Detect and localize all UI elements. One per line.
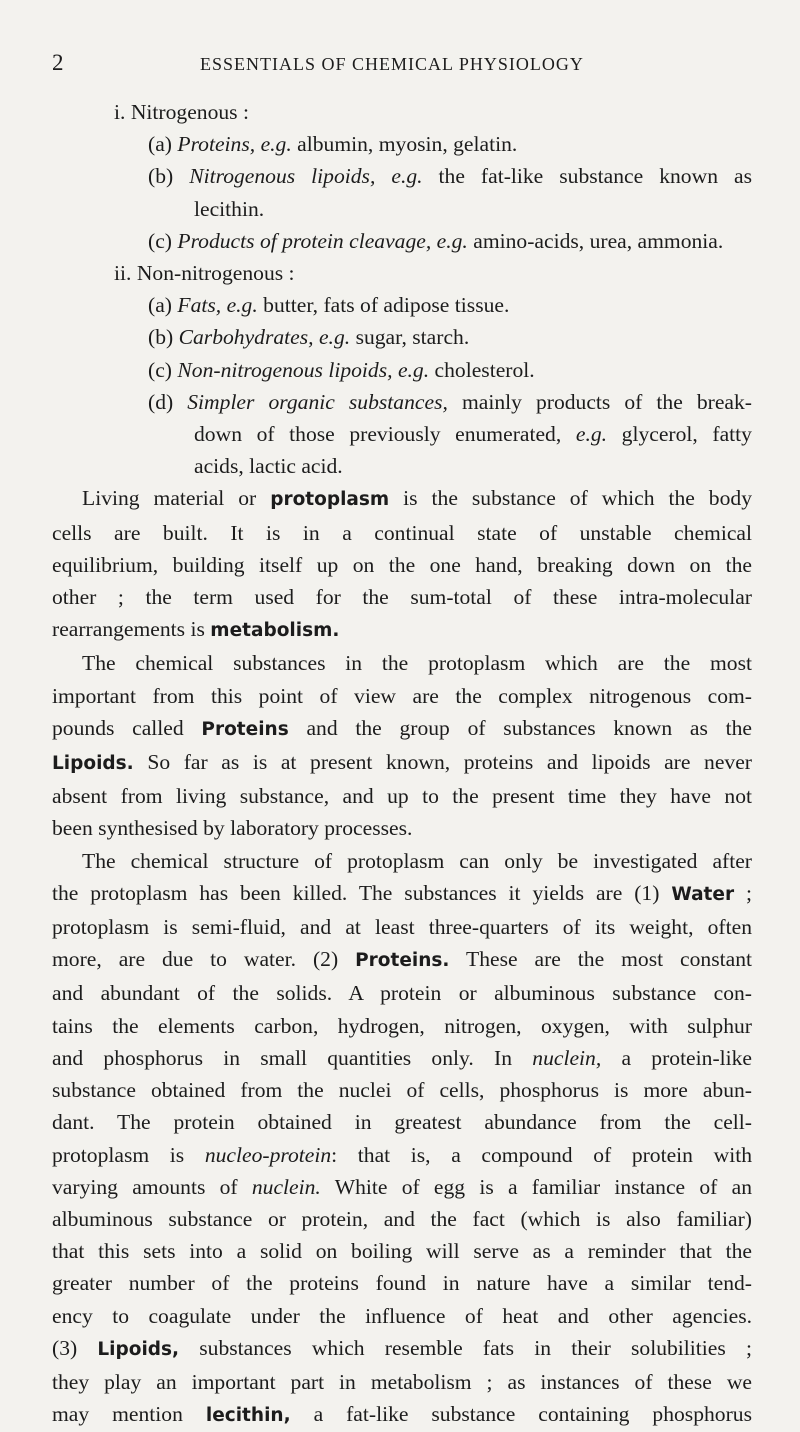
- paragraph-line: substance obtained from the nuclei of cells, phosphorus is more abun-: [52, 1078, 752, 1103]
- paragraph-line: (3) Lipoids, substances which resemble fats in their solubilities ;: [52, 1335, 752, 1360]
- list-heading-non-nitrogenous: ii. Non-nitrogenous :: [114, 261, 295, 286]
- paragraph-line: protoplasm is nucleo-protein: that is, a compound of protein with: [52, 1142, 752, 1167]
- paragraph-line: The chemical structure of protoplasm can only be investigated after: [82, 848, 752, 873]
- paragraph-line: varying amounts of nuclein. White of egg is a familiar instance of an: [52, 1174, 752, 1199]
- paragraph-line: dant. The protein obtained in greatest abundance from the cell-: [52, 1110, 752, 1135]
- paragraph-line: more, are due to water. (2) Proteins. These are the most constant: [52, 947, 753, 972]
- paragraph-line: ency to coagulate under the influence of heat and other agencies.: [52, 1303, 752, 1328]
- paragraph-line: equilibrium, building itself up on the one hand, breaking down on the: [52, 552, 752, 577]
- paragraph-line: and abundant of the solids. A protein or albuminous substance con-: [52, 981, 752, 1006]
- paragraph-line: pounds called Proteins and the group of substances known as the: [52, 715, 752, 740]
- page-number: 2: [52, 50, 64, 75]
- list-item: (c) Products of protein cleavage, e.g. amino-acids, urea, ammonia.: [148, 228, 724, 253]
- key-term: protoplasm: [270, 489, 390, 511]
- key-term: Proteins: [201, 718, 289, 740]
- paragraph-line: The chemical substances in the protoplasm which are the most: [82, 651, 752, 676]
- paragraph-line: that this sets into a solid on boiling will serve as a reminder that the: [52, 1239, 752, 1264]
- list-item-continuation: acids, lactic acid.: [194, 454, 343, 479]
- paragraph-line: tains the elements carbon, hydrogen, nitrogen, oxygen, with sulphur: [52, 1013, 752, 1038]
- paragraph-line: important from this point of view are the complex nitrogenous com-: [52, 683, 752, 708]
- paragraph-line: Lipoids. So far as is at present known, proteins and lipoids are never: [52, 750, 752, 775]
- list-item-continuation: down of those previously enumerated, e.g. glycerol, fatty: [194, 422, 752, 447]
- list-item-continuation: lecithin.: [194, 196, 265, 221]
- key-term: Lipoids.: [52, 753, 134, 775]
- paragraph-line: albuminous substance or protein, and the fact (which is also familiar): [52, 1206, 752, 1231]
- key-term: lecithin,: [205, 1405, 291, 1427]
- list-item: (a) Proteins, e.g. albumin, myosin, gelatin.: [148, 132, 518, 157]
- page-body: [52, 96, 752, 1432]
- paragraph-line: absent from living substance, and up to the present time they have not: [52, 784, 752, 809]
- list-item: (a) Fats, e.g. butter, fats of adipose tissue.: [148, 293, 510, 318]
- list-item: (d) Simpler organic substances, mainly products of the break-: [148, 389, 752, 414]
- paragraph-line: may mention lecithin, a fat-like substance containing phosphorus: [52, 1402, 752, 1427]
- paragraph-line: other ; the term used for the sum-total of these intra-molecular: [52, 585, 752, 610]
- list-item: (b) Nitrogenous lipoids, e.g. the fat-like substance known as: [148, 164, 752, 189]
- list-item: (c) Non-nitrogenous lipoids, e.g. cholesterol.: [148, 357, 535, 382]
- page-header: [0, 50, 800, 80]
- key-term: metabolism.: [210, 620, 340, 642]
- paragraph-line: protoplasm is semi-fluid, and at least three-quarters of its weight, often: [52, 915, 752, 940]
- paragraph-line: the protoplasm has been killed. The substances it yields are (1) Water ;: [52, 880, 752, 905]
- paragraph-line: they play an important part in metabolism ; as instances of these we: [52, 1369, 752, 1394]
- paragraph-line: cells are built. It is in a continual state of unstable chemical: [52, 520, 752, 545]
- list-heading-nitrogenous: i. Nitrogenous :: [114, 100, 249, 124]
- key-term: Water: [671, 883, 735, 905]
- paragraph-line: Living material or protoplasm is the substance of which the body: [82, 486, 752, 511]
- list-item: (b) Carbohydrates, e.g. sugar, starch.: [148, 325, 470, 350]
- paragraph-line: and phosphorus in small quantities only. In nuclein, a protein-like: [52, 1045, 753, 1070]
- key-term: Lipoids,: [97, 1338, 180, 1360]
- paragraph-line: been synthesised by laboratory processes.: [52, 816, 413, 841]
- key-term: Proteins.: [355, 950, 450, 972]
- running-head: ESSENTIALS OF CHEMICAL PHYSIOLOGY: [200, 54, 584, 74]
- paragraph-line: greater number of the proteins found in nature have a similar tend-: [52, 1271, 752, 1296]
- paragraph-line: rearrangements is metabolism.: [52, 617, 340, 642]
